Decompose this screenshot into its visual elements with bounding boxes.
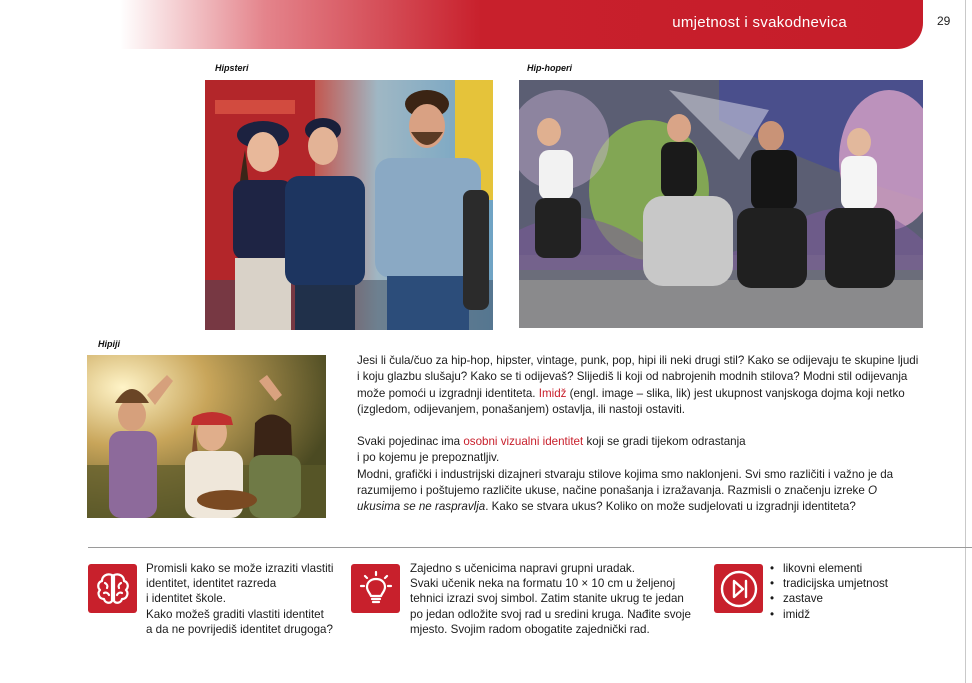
play-circle-icon bbox=[714, 564, 763, 613]
paragraph-designers-questions: . Kako se stvara ukus? Koliko on može sudjelovati u izgradnji identiteta? bbox=[485, 500, 856, 514]
page-edge-rule bbox=[965, 0, 966, 683]
paragraph-intro-definition: (engl. image – slika, lik) jest ukupnost vanjskoga dojma koji netko (izgledom, odijevanjem, ponašanjem) ostavlja, ili nastoji ostaviti. bbox=[357, 386, 905, 416]
brain-icon bbox=[88, 564, 137, 613]
photo-caption-hiphoppers: Hip-hoperi bbox=[527, 63, 572, 73]
paragraph-identity-line2: i po kojemu je prepoznatljiv. bbox=[357, 451, 500, 465]
page-number: 29 bbox=[937, 14, 951, 28]
main-text bbox=[357, 353, 922, 516]
paragraph-intro bbox=[357, 353, 922, 418]
activity-create-line: po jedan odložite svoj rad u sredini kruga. Nađite svoje bbox=[410, 607, 691, 621]
photo-caption-hippies: Hipiji bbox=[98, 339, 120, 349]
paragraph-identity bbox=[357, 434, 922, 450]
section-divider bbox=[88, 547, 972, 548]
activity-create-text bbox=[410, 561, 691, 637]
paragraph-identity-text: Svaki pojedinac ima bbox=[357, 435, 464, 449]
keyword-item: • imidž bbox=[770, 607, 888, 622]
photo-hiphoppers bbox=[519, 80, 923, 328]
saying-quote: O ukusima se ne raspravlja bbox=[357, 484, 878, 514]
chapter-header-band bbox=[120, 0, 923, 49]
paragraph-gap bbox=[357, 418, 922, 434]
activity-think-line: i identitet škole. bbox=[146, 592, 226, 606]
activity-think-line: a da ne povrijediš identitet drugoga? bbox=[146, 622, 333, 636]
keyword-item: • tradicijska umjetnost bbox=[770, 576, 888, 591]
activity-think-line: Kako možeš graditi vlastiti identitet bbox=[146, 607, 324, 621]
paragraph-identity-rest: koji se gradi tijekom odrastanja bbox=[583, 435, 746, 449]
photo-caption-hipsters: Hipsteri bbox=[215, 63, 249, 73]
activity-think-line: identitet, identitet razreda bbox=[146, 577, 277, 591]
activity-create-line: Svaki učenik neka na formatu 10 × 10 cm u željenoj bbox=[410, 577, 676, 591]
activity-create-line: tehnici izrazi svoj simbol. Zatim stanite ukrug te jedan bbox=[410, 592, 684, 606]
keyword-item: • zastave bbox=[770, 591, 888, 606]
term-imidz: Imidž bbox=[538, 386, 567, 400]
paragraph-designers bbox=[357, 467, 922, 516]
activity-think-text bbox=[146, 561, 333, 637]
activity-create-line: Zajedno s učenicima napravi grupni uradak. bbox=[410, 562, 635, 575]
lightbulb-icon bbox=[351, 564, 400, 613]
paragraph-designers-text: Modni, grafički i industrijski dizajneri stvaraju stilove kojima smo naklonjeni. Svi smo različiti i važno je da razumijemo i poštujemo različite ukuse, načine ponašanja i izražavanja. Razmisli o značenju izreke bbox=[357, 467, 894, 498]
term-visual-identity: osobni vizualni identitet bbox=[463, 435, 584, 449]
chapter-title: umjetnost i svakodnevica bbox=[672, 14, 847, 31]
keyword-item: • likovni elementi bbox=[770, 561, 888, 576]
activity-create-line: mjesto. Svojim radom obogatite zajednički rad. bbox=[410, 622, 650, 636]
paragraph-intro-text: Jesi li čula/čuo za hip-hop, hipster, vintage, punk, pop, hipi ili neki drugi stil? Kako se odijevaju te skupine ljudi i koju glazbu slušaju? Kako se ti odijevaš? Slijediš li koji od nabrojenih modnih stilova? Modni stil odijevanja može pomoći u izgradnji identiteta. bbox=[357, 354, 919, 400]
photo-hipsters bbox=[205, 80, 493, 330]
keyword-list bbox=[770, 561, 888, 622]
activity-think-line: Promisli kako se može izraziti vlastiti bbox=[146, 562, 334, 575]
photo-hippies bbox=[87, 355, 326, 518]
